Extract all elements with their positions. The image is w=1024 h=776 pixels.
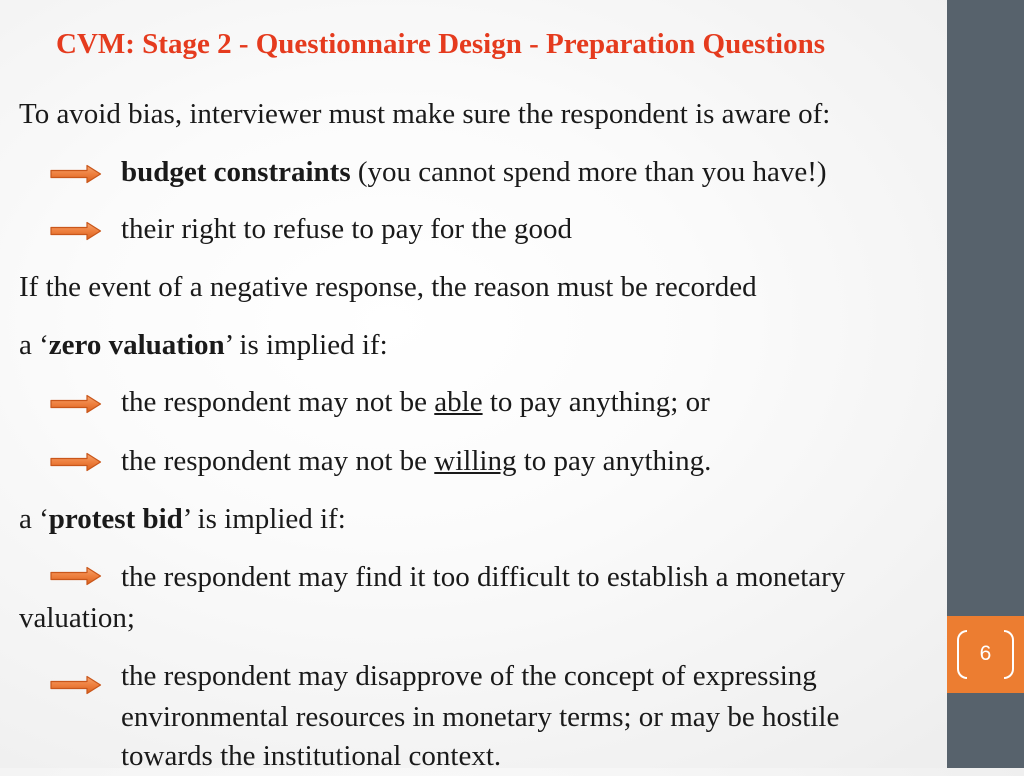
slide-title: CVM: Stage 2 - Questionnaire Design - Preparation Questions (56, 28, 826, 60)
right-arrow-icon (50, 221, 102, 241)
not-willing-item (121, 441, 711, 481)
page-number-box (957, 630, 1014, 679)
disapprove-item-line1: the respondent may disapprove of the concept of expressing (121, 660, 817, 692)
budget-constraints-item (121, 152, 827, 192)
not-willing-suffix: to pay anything. (516, 445, 712, 477)
protest-bid-label: protest bid (48, 503, 183, 535)
budget-constraints-label: budget constraints (121, 156, 351, 188)
disapprove-item-line2: environmental resources in monetary terms; or may be hostile (121, 701, 840, 733)
protest-bid-heading (19, 499, 346, 539)
budget-constraints-note: (you cannot spend more than you have!) (350, 156, 827, 188)
zero-valuation-suffix: ’ is implied if: (224, 329, 388, 361)
not-willing-prefix: the respondent may not be (121, 445, 435, 477)
too-difficult-item: the respondent may find it too difficult to establish a monetary (121, 561, 846, 593)
right-arrow-icon (50, 452, 102, 472)
right-arrow-icon (50, 394, 102, 414)
disapprove-item-line3: towards the institutional context. (121, 740, 502, 772)
negative-response-text: If the event of a negative response, the reason must be recorded (19, 271, 757, 303)
zero-valuation-heading (19, 325, 388, 365)
zero-valuation-label: zero valuation (48, 329, 225, 361)
right-arrow-icon (50, 675, 102, 695)
right-arrow-icon (50, 566, 102, 586)
right-to-refuse-item: their right to refuse to pay for the good (121, 213, 572, 245)
not-able-item (121, 382, 710, 422)
right-arrow-icon (50, 164, 102, 184)
intro-text: To avoid bias, interviewer must make sure the respondent is aware of: (19, 98, 831, 130)
too-difficult-continuation: valuation; (19, 602, 135, 634)
page-number: 6 (979, 642, 992, 665)
able-word: able (434, 386, 483, 418)
willing-word: willing (434, 445, 517, 477)
not-able-prefix: the respondent may not be (121, 386, 435, 418)
page-number-tab (947, 616, 1024, 693)
not-able-suffix: to pay anything; or (482, 386, 710, 418)
protest-bid-suffix: ’ is implied if: (182, 503, 346, 535)
protest-bid-prefix: a ‘ (19, 503, 49, 535)
zero-valuation-prefix: a ‘ (19, 329, 49, 361)
